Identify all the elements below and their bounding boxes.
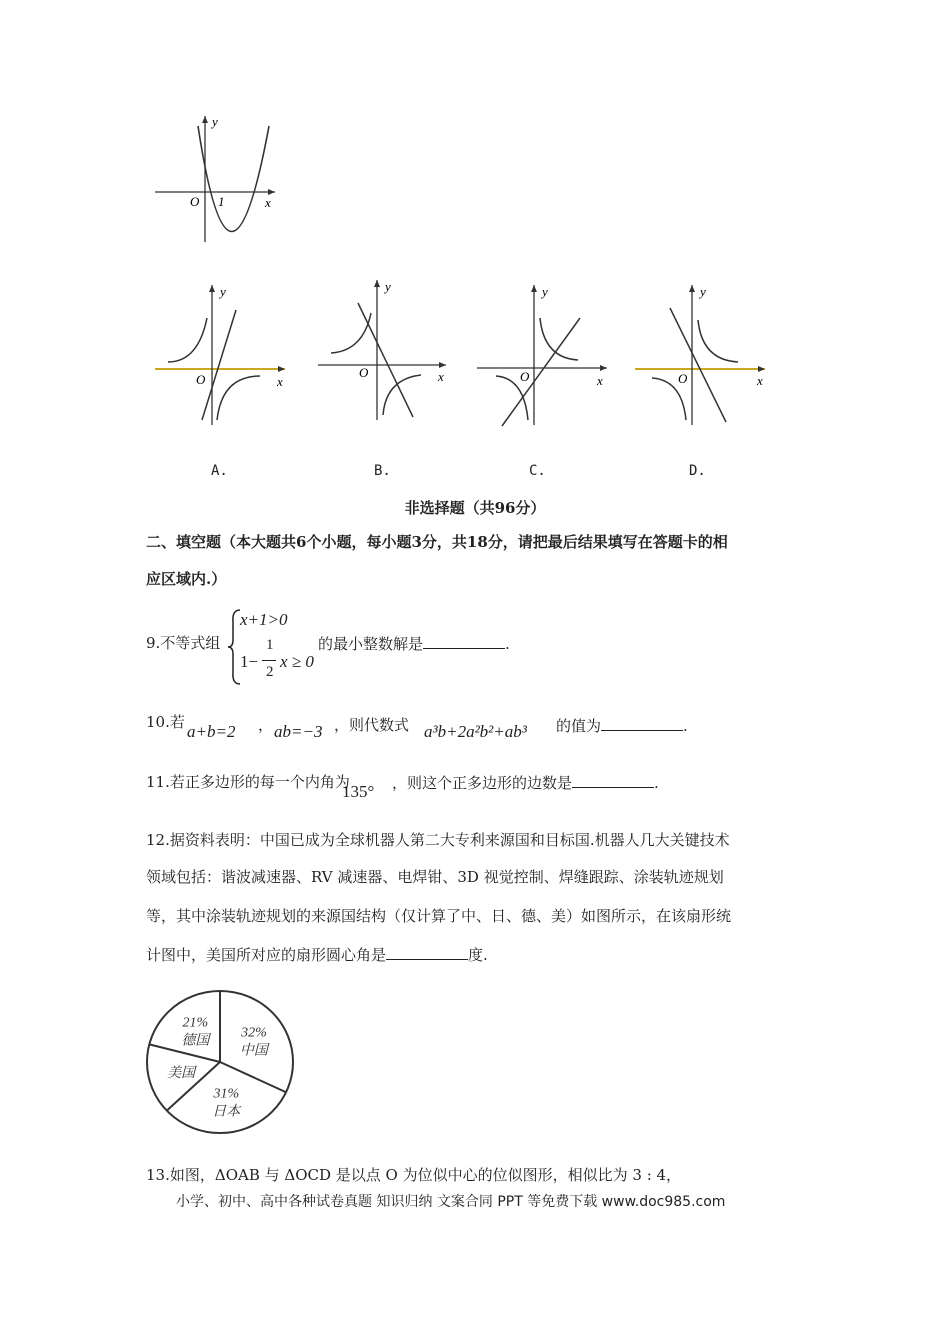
option-d-label: D. <box>689 463 706 479</box>
graph-y-label: y <box>220 284 226 299</box>
option-d-graph <box>630 280 770 430</box>
graph-one-label: 1 <box>218 194 225 209</box>
graph-origin-label: O <box>196 372 206 387</box>
q12-line2: 领域包括：谐波减速器、RV 减速器、电焊钳、3D 视觉控制、焊缝跟踪、涂装轨迹规划 <box>146 868 724 886</box>
graph-x-label: x <box>438 369 444 384</box>
option-c-graph <box>472 280 612 430</box>
q10-expr: a³b+2a²b²+ab³ <box>424 722 527 741</box>
graph-x-label: x <box>265 195 271 210</box>
parabola-graph <box>150 112 280 247</box>
graph-x-label: x <box>277 374 283 389</box>
graph-x-label: x <box>597 373 603 388</box>
fill-in-heading: 二、填空题（本大题共6个小题，每小题3分，共18分，请把最后结果填写在答题卡的相 <box>146 533 728 551</box>
pie-value-label: 21% <box>182 1015 209 1031</box>
section-title: 非选择题（共96分） <box>404 499 546 517</box>
q11-suffix: ，则这个正多边形的边数是 . <box>392 771 659 794</box>
pie-value-label: 31% <box>213 1086 240 1102</box>
q11-text: 11.若正多边形的每一个内角为 <box>146 773 350 791</box>
option-b-graph <box>313 275 453 425</box>
pie-value-label: 32% <box>241 1025 267 1041</box>
q12-answer-blank[interactable] <box>386 943 468 960</box>
q12-line4: 计图中，美国所对应的扇形圆心角是 度. <box>146 943 488 966</box>
graph-y-label: y <box>212 114 218 129</box>
pie-category-label: 中国 <box>239 1043 268 1059</box>
graph-y-label: y <box>700 284 706 299</box>
q11-angle: 135° <box>342 782 375 801</box>
option-c-label: C. <box>529 463 546 479</box>
q9-line2-post: x ≥ 0 <box>280 652 314 671</box>
pie-category-label: 德国 <box>181 1033 210 1049</box>
q10-suffix: 的值为 . <box>556 714 688 737</box>
footer-text: 小学、初中、高中各种试卷真题 知识归纳 文案合同 PPT 等免费下载 www.doc985.com <box>176 1194 726 1210</box>
q11-answer-blank[interactable] <box>572 771 654 788</box>
q10-mid: ，则代数式 <box>334 716 410 734</box>
graph-y-label: y <box>542 284 548 299</box>
q10-eq1: a+b=2 <box>187 722 236 741</box>
q10-text: 10.若 <box>146 713 185 731</box>
option-b-label: B. <box>374 463 391 479</box>
graph-origin-label: O <box>678 371 688 386</box>
q9-number: 9.不等式组 <box>146 634 221 652</box>
pie-category-label: 日本 <box>212 1104 241 1120</box>
option-a-label: A. <box>211 463 228 479</box>
q13-line: 13.如图，ΔOAB 与 ΔOCD 是以点 O 为位似中心的位似图形，相似比为 3 : 4， <box>146 1166 682 1184</box>
graph-origin-label: O <box>520 369 530 384</box>
graph-y-label: y <box>385 279 391 294</box>
q12-line1: 12.据资料表明：中国已成为全球机器人第二大专利来源国和目标国.机器人几大关键技术 <box>146 831 730 849</box>
graph-origin-label: O <box>190 194 200 209</box>
q9-line1: x+1>0 <box>240 610 288 629</box>
fill-in-heading-cont: 应区域内.） <box>146 570 227 588</box>
option-a-graph <box>150 280 290 430</box>
q9-frac-bar <box>262 660 276 661</box>
q9-frac-num: 1 <box>266 637 274 653</box>
q9-answer-blank[interactable] <box>423 632 505 649</box>
q10-eq2: ab=−3 <box>274 722 323 741</box>
pie-category-label: 美国 <box>167 1065 196 1081</box>
q9-frac-den: 2 <box>266 664 274 680</box>
q10-answer-blank[interactable] <box>601 714 683 731</box>
graph-origin-label: O <box>359 365 369 380</box>
q9-suffix: 的最小整数解是 . <box>318 632 510 655</box>
q9-line2-pre: 1− <box>240 652 259 671</box>
q10-sep: ， <box>258 716 274 734</box>
graph-x-label: x <box>757 373 763 388</box>
q12-line3: 等，其中涂装轨迹规划的来源国结构（仅计算了中、日、德、美）如图所示，在该扇形统 <box>146 907 732 925</box>
pie-chart <box>140 982 310 1142</box>
